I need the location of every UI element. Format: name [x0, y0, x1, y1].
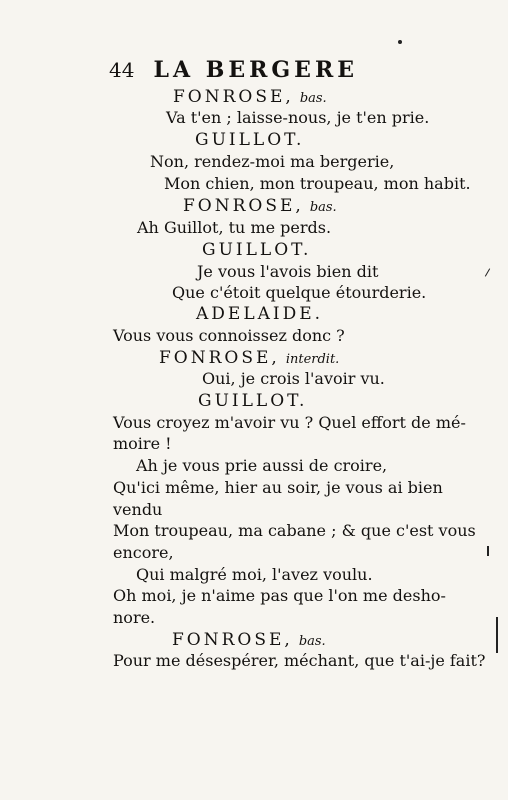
speech-line: Je vous l'avois bien dit	[197, 262, 379, 281]
speech-line: encore,	[113, 543, 174, 562]
speech-line: Ah Guillot, tu me perds.	[137, 218, 332, 237]
speech-line: Vous vous connoissez donc ?	[113, 326, 345, 345]
ink-stroke	[487, 546, 489, 556]
speaker-line	[183, 196, 337, 218]
speech-line: Ah je vous prie aussi de croire,	[136, 456, 388, 475]
stage-direction: bas.	[298, 634, 326, 649]
speech-line: Qu'ici même, hier au soir, je vous ai bien	[113, 478, 443, 497]
speaker-name: FONROSE,	[173, 87, 294, 107]
stage-direction: interdit.	[285, 352, 340, 367]
speaker-name: ADELAIDE.	[196, 304, 324, 324]
page-header	[109, 57, 358, 83]
stage-direction: bas.	[309, 200, 337, 215]
speaker-name: GUILLOT.	[198, 391, 308, 411]
speech-line: Mon chien, mon troupeau, mon habit.	[164, 174, 471, 193]
speech-line: vendu	[113, 500, 163, 519]
speech-line: Oh moi, je n'aime pas que l'on me desho-	[113, 586, 446, 605]
speech-line: Que c'étoit quelque étourderie.	[172, 283, 427, 302]
speech-line: Pour me désespérer, méchant, que t'ai-je fait?	[113, 651, 486, 670]
speech-line: nore.	[113, 608, 156, 627]
speaker-name: FONROSE,	[159, 348, 280, 368]
speaker-name: FONROSE,	[183, 196, 304, 216]
speaker-name: GUILLOT.	[202, 240, 312, 260]
ink-speck	[398, 40, 402, 44]
ink-stroke	[496, 617, 498, 653]
speaker-line	[198, 391, 307, 411]
speech-line: Non, rendez-moi ma bergerie,	[150, 152, 395, 171]
speech-line: Mon troupeau, ma cabane ; & que c'est vous	[113, 521, 476, 540]
speech-line: Qui malgré moi, l'avez voulu.	[136, 565, 373, 584]
speaker-line	[196, 304, 323, 324]
speech-line: Oui, je crois l'avoir vu.	[202, 369, 385, 388]
speech-line: moire !	[113, 434, 172, 453]
speaker-line	[173, 87, 327, 109]
speaker-line	[202, 240, 311, 260]
page-number: 44	[109, 58, 135, 82]
speaker-name: FONROSE,	[172, 630, 293, 650]
speaker-line	[159, 348, 339, 370]
speaker-line	[172, 630, 326, 652]
speaker-name: GUILLOT.	[195, 130, 305, 150]
speech-line: Vous croyez m'avoir vu ? Quel effort de mé-	[113, 413, 466, 432]
ink-stroke	[485, 268, 490, 276]
stage-direction: bas.	[299, 91, 327, 106]
speech-line: Va t'en ; laisse-nous, je t'en prie.	[166, 108, 430, 127]
running-title: LA BERGERE	[153, 57, 358, 83]
speaker-line	[195, 130, 304, 150]
